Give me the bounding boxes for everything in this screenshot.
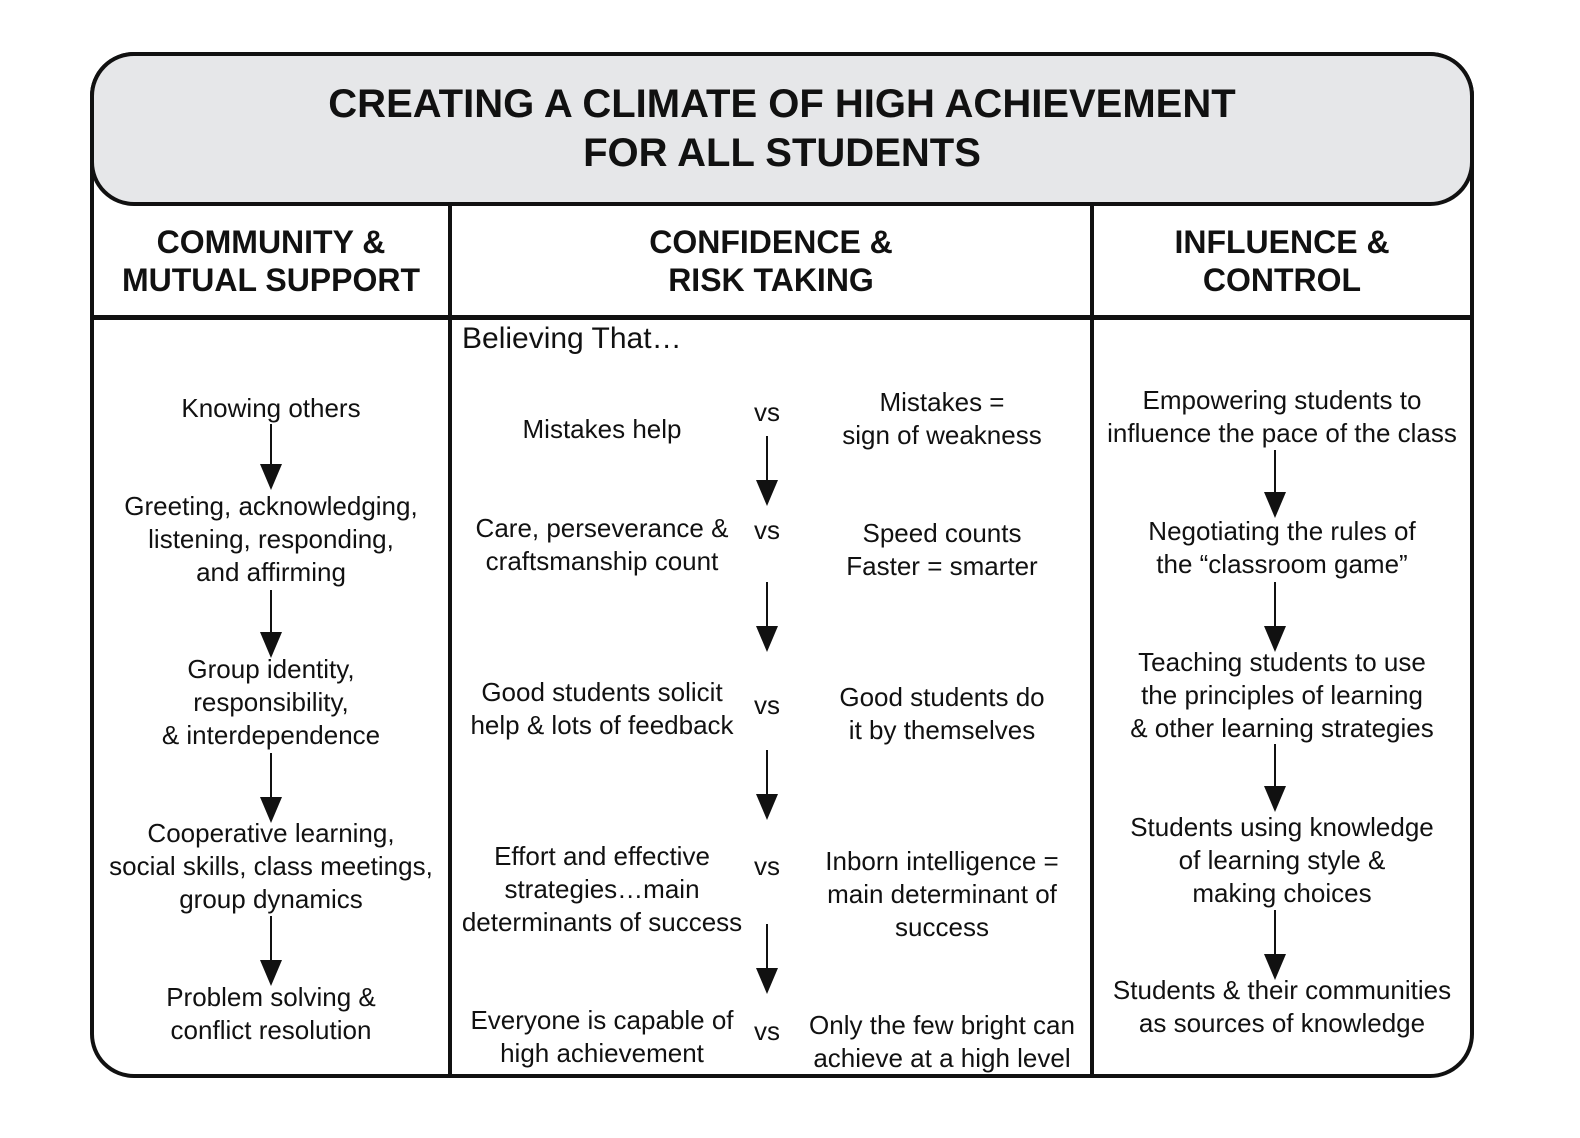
confidence-right-2: Speed counts Faster = smarter: [846, 518, 1038, 581]
header-community: [94, 206, 448, 315]
header-community-line-2: MUTUAL SUPPORT: [121, 261, 421, 298]
header-confidence: [452, 206, 1090, 315]
community-item-1: Knowing others: [181, 393, 361, 423]
down-arrow-icon: [756, 582, 778, 652]
title-line-1: CREATING A CLIMATE OF HIGH ACHIEVEMENT: [328, 82, 1236, 126]
header-community-line-1: COMMUNITY &: [156, 223, 386, 260]
down-arrow-icon: [756, 436, 778, 506]
down-arrow-icon: [1264, 450, 1286, 518]
believing-that-lead: Believing That…: [462, 322, 682, 355]
header-influence-line-2: CONTROL: [1202, 261, 1362, 298]
confidence-right-4: Inborn intelligence = main determinant of success: [825, 846, 1059, 942]
down-arrow-icon: [756, 750, 778, 820]
vs-label: vs: [754, 690, 780, 720]
header-confidence-line-2: RISK TAKING: [668, 261, 874, 298]
down-arrow-icon: [260, 753, 282, 823]
influence-item-4: Students using knowledge of learning style & making choices: [1130, 812, 1434, 908]
influence-item-5: Students & their communities as sources of knowledge: [1112, 975, 1452, 1038]
vs-label: vs: [754, 1016, 780, 1046]
header-influence: [1094, 206, 1470, 315]
confidence-left-2: Care, perseverance & craftsmanship count: [475, 513, 729, 576]
community-item-3: Group identity, responsibility, & interdependence: [161, 654, 381, 750]
header-influence-line-1: INFLUENCE &: [1174, 223, 1390, 260]
confidence-left-5: Everyone is capable of high achievement: [470, 1005, 734, 1068]
community-item-4: Cooperative learning, social skills, class meetings, group dynamics: [109, 818, 433, 914]
down-arrow-icon: [260, 424, 282, 490]
divider-left: [448, 200, 452, 1076]
confidence-right-1: Mistakes = sign of weakness: [842, 387, 1042, 450]
confidence-right-5: Only the few bright can achieve at a high level: [809, 1010, 1075, 1073]
vs-label: vs: [754, 397, 780, 427]
confidence-left-4: Effort and effective strategies…main determinants of success: [461, 841, 743, 937]
header-confidence-line-1: CONFIDENCE &: [649, 223, 893, 260]
down-arrow-icon: [1264, 744, 1286, 812]
community-item-5: Problem solving & conflict resolution: [166, 982, 376, 1045]
page-title: [328, 80, 1235, 178]
down-arrow-icon: [260, 916, 282, 986]
confidence-right-3: Good students do it by themselves: [839, 682, 1045, 745]
down-arrow-icon: [756, 924, 778, 994]
community-item-2: Greeting, acknowledging, listening, responding, and affirming: [124, 491, 418, 587]
title-banner: [90, 52, 1474, 206]
header-divider: [92, 315, 1472, 320]
down-arrow-icon: [260, 590, 282, 658]
down-arrow-icon: [1264, 910, 1286, 980]
title-line-2: FOR ALL STUDENTS: [583, 131, 981, 175]
divider-right: [1090, 200, 1094, 1076]
confidence-left-3: Good students solicit help & lots of feedback: [470, 677, 734, 740]
down-arrow-icon: [1264, 582, 1286, 652]
vs-label: vs: [754, 515, 780, 545]
confidence-left-1: Mistakes help: [522, 414, 682, 444]
influence-item-2: Negotiating the rules of the “classroom game”: [1148, 516, 1416, 579]
influence-item-3: Teaching students to use the principles of learning & other learning strategies: [1130, 647, 1434, 743]
influence-item-1: Empowering students to influence the pace of the class: [1107, 385, 1457, 448]
vs-label: vs: [754, 851, 780, 881]
